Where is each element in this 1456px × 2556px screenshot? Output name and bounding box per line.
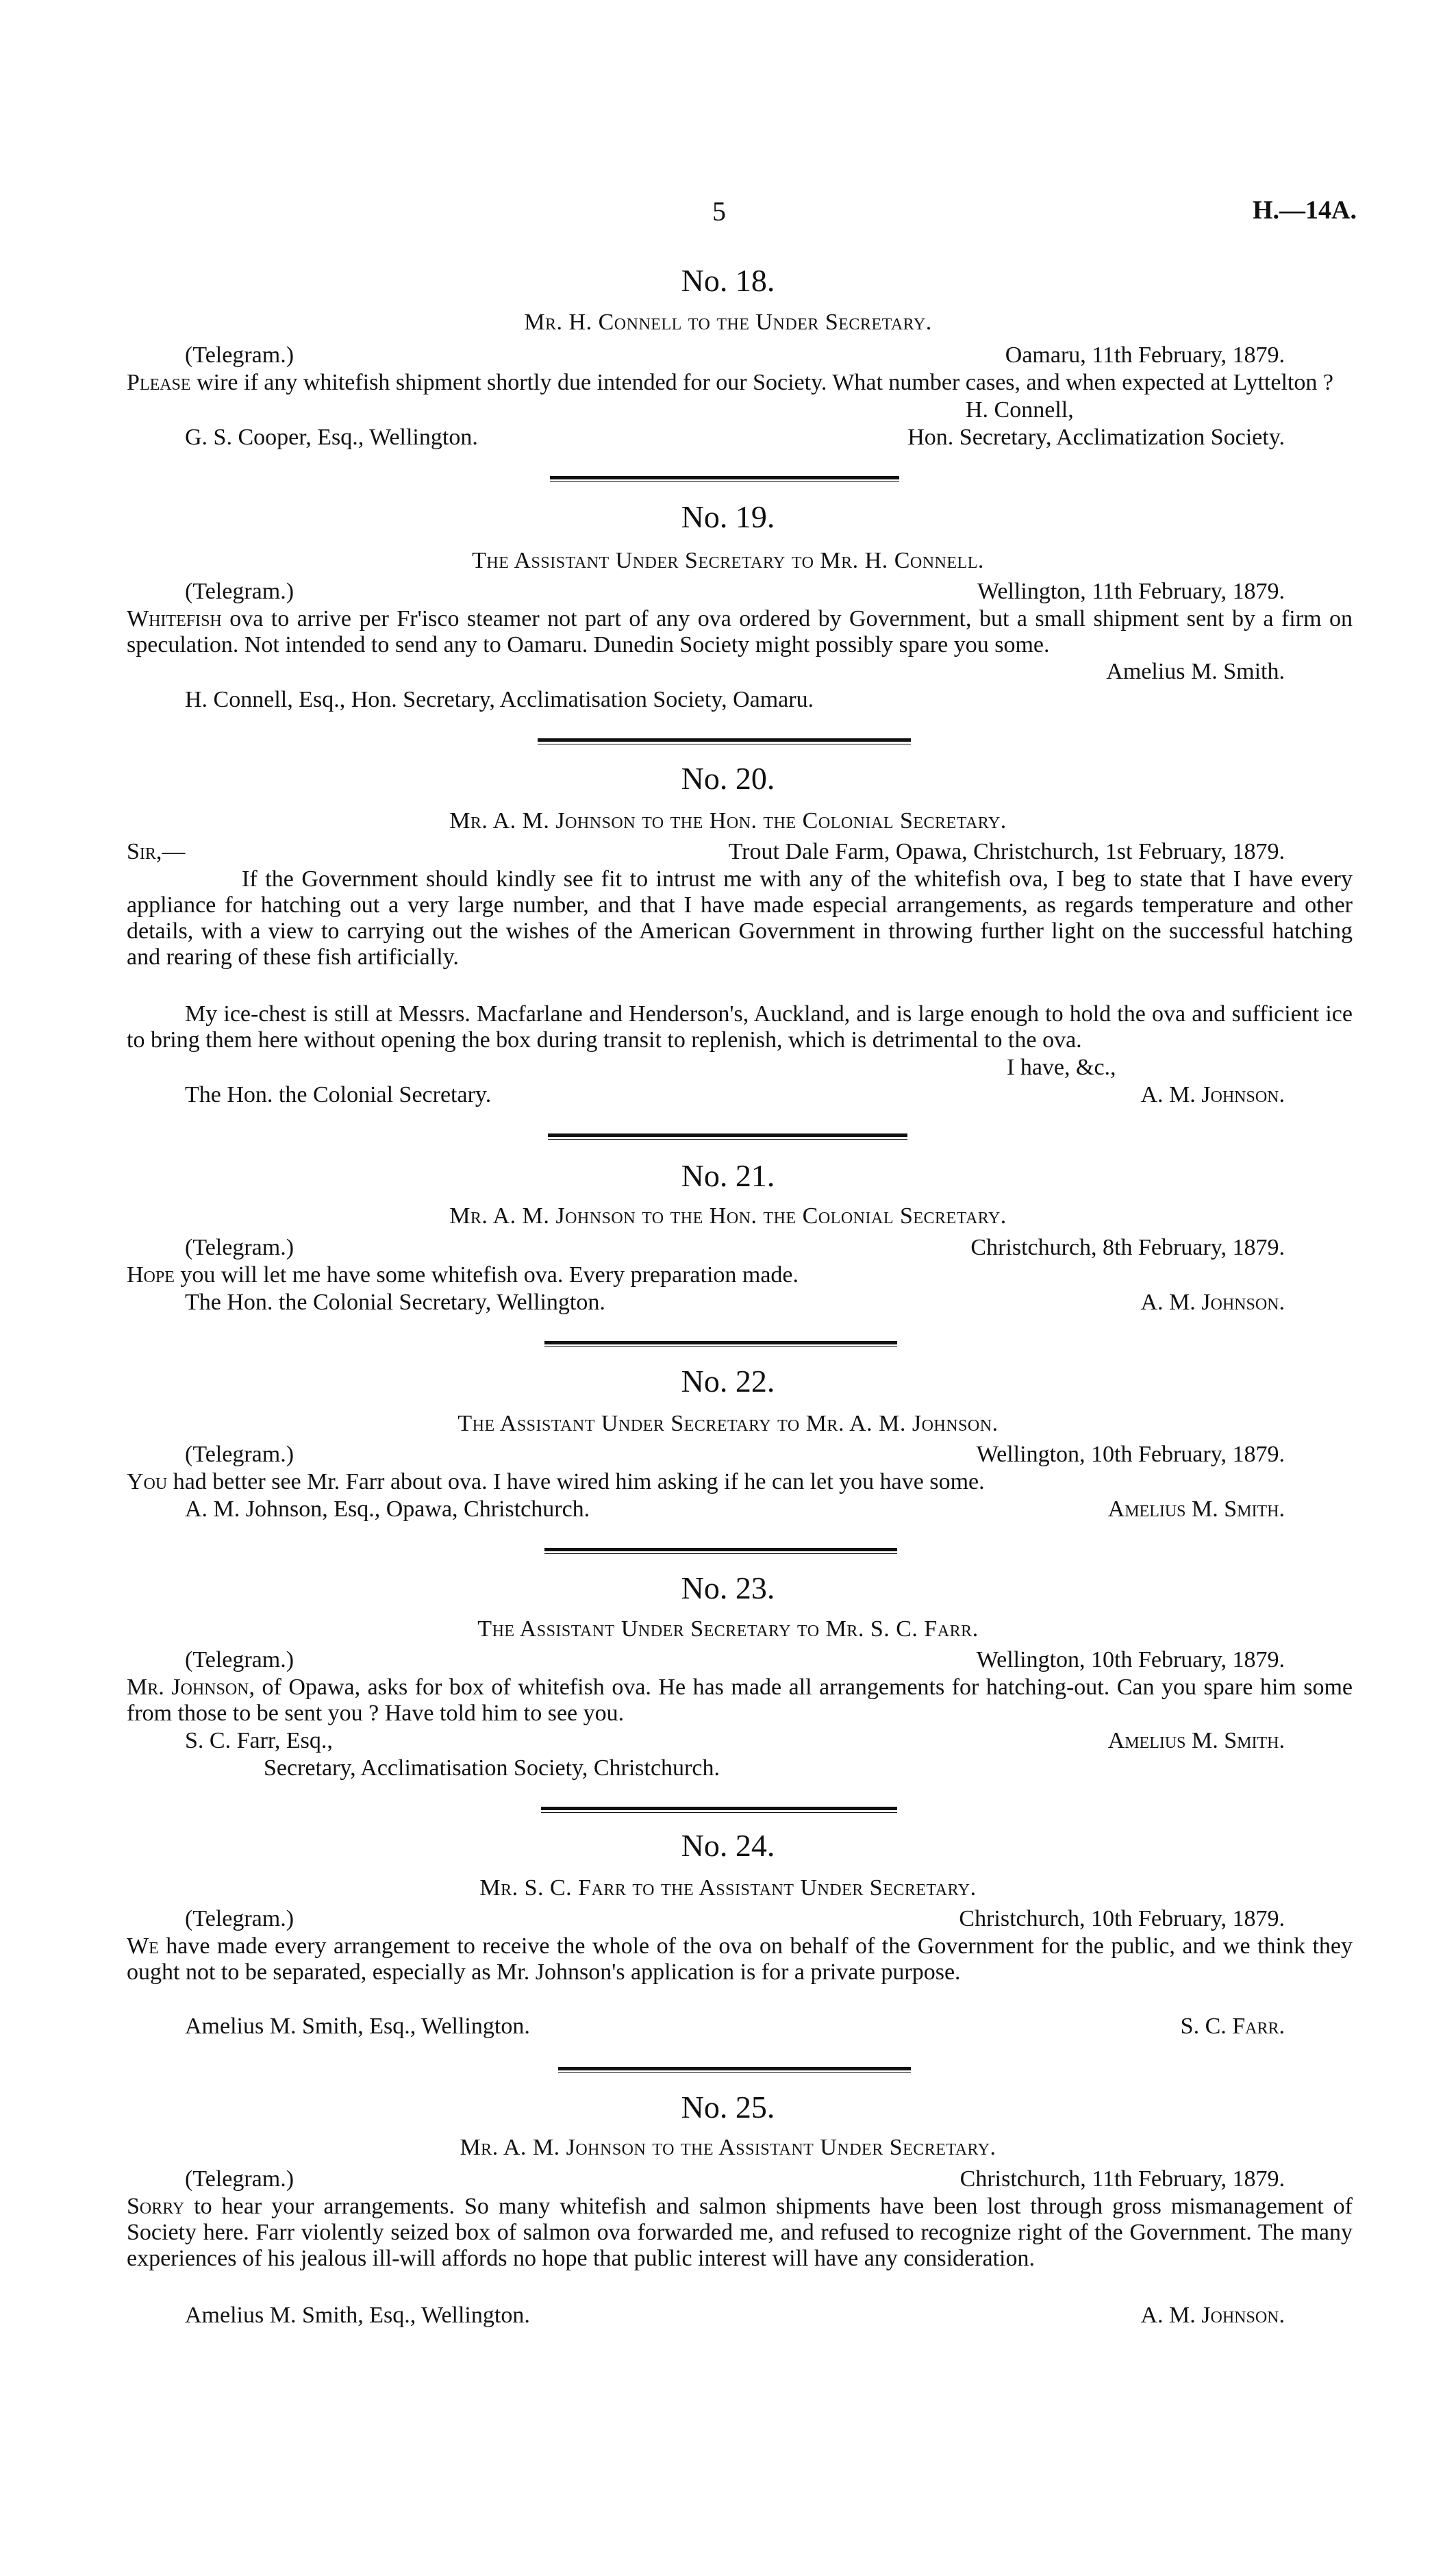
addressee: Amelius M. Smith, Esq., Wellington. <box>185 2303 530 2328</box>
section-divider <box>544 1341 897 1344</box>
letter-body <box>127 1675 1353 1727</box>
section-divider <box>538 738 911 742</box>
letter-body <box>127 1262 1353 1288</box>
place-date: Christchurch, 8th February, 1879. <box>970 1235 1285 1260</box>
addressee: A. M. Johnson, Esq., Opawa, Christchurch. <box>185 1496 590 1522</box>
body-lead-word: Sorry <box>127 2194 185 2219</box>
signature: S. C. Farr. <box>1180 2014 1285 2039</box>
letter-number: No. 22. <box>681 1364 775 1399</box>
letter-number: No. 24. <box>681 1828 775 1863</box>
body-lead-word: Mr. Johnson, <box>127 1675 255 1700</box>
body-text: ova to arrive per Fr'isco steamer not part of any ova ordered by Government, but a small shipment sent by a firm on speculation. Not intended to send any to Oamaru. Dunedin Society might possibly spare you some. <box>127 606 1353 657</box>
telegram-label: (Telegram.) <box>185 579 294 604</box>
body-text: wire if any whitefish shipment shortly due intended for our Society. What number cases, and when expected at Lyttelton ? <box>190 370 1333 395</box>
addressee: The Hon. the Colonial Secretary. <box>185 1082 492 1107</box>
section-divider <box>544 1548 897 1551</box>
page-number: 5 <box>712 196 726 227</box>
letter-number: No. 21. <box>681 1158 775 1193</box>
place-date: Christchurch, 11th February, 1879. <box>959 2166 1285 2192</box>
place-date: Wellington, 10th February, 1879. <box>976 1647 1285 1672</box>
letter-body <box>127 606 1353 658</box>
body-lead-word: Hope <box>127 1262 175 1288</box>
telegram-label: (Telegram.) <box>185 2166 294 2192</box>
body-lead-word: Whitefish <box>127 606 222 631</box>
letter-subtitle: Mr. A. M. Johnson to the Assistant Under Secretary. <box>460 2135 996 2160</box>
place-date: Wellington, 10th February, 1879. <box>976 1442 1285 1467</box>
letter-body <box>127 1469 1353 1495</box>
letter-number: No. 19. <box>681 499 775 534</box>
addressee: S. C. Farr, Esq., <box>185 1728 333 1753</box>
place-date: Trout Dale Farm, Opawa, Christchurch, 1st February, 1879. <box>728 839 1285 864</box>
letter-subtitle: The Assistant Under Secretary to Mr. H. Connell. <box>472 548 984 573</box>
letter-subtitle: Mr. S. C. Farr to the Assistant Under Secretary. <box>479 1875 977 1901</box>
signature: A. M. Johnson. <box>1140 1082 1285 1107</box>
letter-number: No. 18. <box>681 263 775 298</box>
addressee: H. Connell, Esq., Hon. Secretary, Acclimatisation Society, Oamaru. <box>185 687 814 712</box>
signature: Amelius M. Smith. <box>1107 1728 1285 1753</box>
body-text: to hear your arrangements. So many whitefish and salmon shipments have been lost through gross mismanagement of Society here. Farr violently seized box of salmon ova forwarded me, and refused to recognize right of the Government. The many experiences of his jealous ill-will affords no hope that public interest will have any consideration. <box>127 2194 1353 2271</box>
section-divider <box>548 1133 907 1137</box>
letter-paragraph-2: My ice-chest is still at Messrs. Macfarlane and Henderson's, Auckland, and is large enough to hold the ova and sufficient ice to bring them here without opening the box during transit to replenish, which is detrimental to the ova. <box>127 1001 1353 1053</box>
body-text: of Opawa, asks for box of whitefish ova. He has made all arrangements for hatching-out. Can you spare him some from those to be sent you ? Have told him to see you. <box>127 1675 1353 1726</box>
signature: A. M. Johnson. <box>1140 1290 1285 1315</box>
letter-body <box>127 2194 1353 2272</box>
signature: H. Connell, <box>966 397 1074 423</box>
page-header <box>0 195 1456 236</box>
telegram-label: (Telegram.) <box>185 1235 294 1260</box>
letter-number: No. 23. <box>681 1570 775 1605</box>
letter-subtitle: The Assistant Under Secretary to Mr. A. M. Johnson. <box>457 1411 999 1436</box>
body-lead-word: Please <box>127 370 191 395</box>
body-text: you will let me have some whitefish ova. Every preparation made. <box>174 1262 799 1288</box>
place-date: Christchurch, 10th February, 1879. <box>959 1906 1285 1931</box>
letter-body <box>127 1933 1353 1985</box>
addressee: The Hon. the Colonial Secretary, Wellington. <box>185 1290 605 1315</box>
signature: Amelius M. Smith. <box>1107 1496 1285 1522</box>
signature: Amelius M. Smith. <box>1106 659 1285 684</box>
telegram-label: (Telegram.) <box>185 1647 294 1672</box>
letter-body <box>127 370 1353 396</box>
telegram-label: (Telegram.) <box>185 342 294 368</box>
letter-number: No. 25. <box>681 2090 775 2125</box>
addressee-line-2: Secretary, Acclimatisation Society, Christchurch. <box>264 1755 720 1781</box>
section-divider <box>550 476 899 479</box>
letter-subtitle: Mr. H. Connell to the Under Secretary. <box>524 310 932 335</box>
body-text: had better see Mr. Farr about ova. I have wired him asking if he can let you have some. <box>167 1469 985 1494</box>
letter-paragraph-1: If the Government should kindly see fit to intrust me with any of the whitefish ova, I beg to state that I have every appliance for hatching out a very large number, and that I have made especial arrangements, as regards temperature and other details, with a view to carrying out the wishes of the American Government in throwing further light on the successful hatching and rearing of these fish artificially. <box>127 866 1353 970</box>
telegram-label: (Telegram.) <box>185 1906 294 1931</box>
signature-title: Hon. Secretary, Acclimatization Society. <box>907 425 1285 450</box>
letter-number: No. 20. <box>681 761 775 796</box>
letter-subtitle: The Assistant Under Secretary to Mr. S. C. Farr. <box>477 1616 979 1642</box>
closing: I have, &c., <box>1007 1055 1116 1080</box>
addressee: G. S. Cooper, Esq., Wellington. <box>185 425 478 450</box>
salutation: Sir,— <box>127 839 186 864</box>
letter-subtitle: Mr. A. M. Johnson to the Hon. the Colonial Secretary. <box>449 808 1007 834</box>
addressee: Amelius M. Smith, Esq., Wellington. <box>185 2014 530 2039</box>
body-lead-word: We <box>127 1933 159 1959</box>
place-date: Oamaru, 11th February, 1879. <box>1005 342 1285 368</box>
body-lead-word: You <box>127 1469 168 1494</box>
section-divider <box>541 1807 897 1810</box>
telegram-label: (Telegram.) <box>185 1442 294 1467</box>
document-reference: H.—14A. <box>1253 196 1357 225</box>
place-date: Wellington, 11th February, 1879. <box>977 579 1285 604</box>
letter-subtitle: Mr. A. M. Johnson to the Hon. the Colonial Secretary. <box>449 1203 1007 1229</box>
signature: A. M. Johnson. <box>1140 2303 1285 2328</box>
body-text: have made every arrangement to receive the whole of the ova on behalf of the Government for the public, and we think they ought not to be separated, especially as Mr. Johnson's application is for a private purpose. <box>127 1933 1353 1985</box>
section-divider <box>558 2067 911 2070</box>
